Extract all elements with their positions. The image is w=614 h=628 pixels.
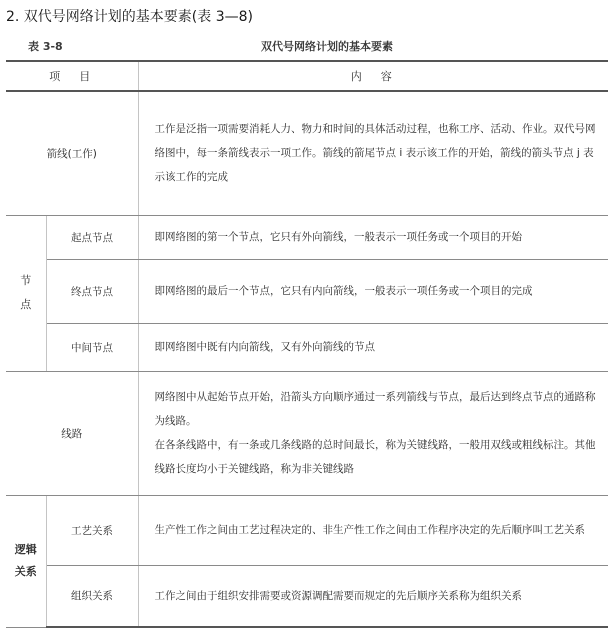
table-header-row [6, 61, 608, 91]
content-path-paragraph-2: 在各条线路中，有一条或几条线路的总时间最长，称为关键线路，一般用双线或粗线标注。其他线路长度均小于关键线路，称为非关键线路 [154, 439, 596, 475]
table-row-start-node [6, 215, 608, 259]
column-header-item: 项 目 [6, 61, 138, 91]
item-process-relation: 工艺关系 [46, 495, 138, 565]
content-middle-node: 即网络图中既有内向箭线，又有外向箭线的节点 [138, 323, 608, 371]
group-logic-line2: 关系 [14, 565, 37, 578]
table-row-arrow [6, 91, 608, 215]
table-number: 表 3-8 [28, 40, 63, 53]
item-organization-relation: 组织关系 [46, 565, 138, 627]
content-organization-relation: 工作之间由于组织安排需要或资源调配需要而规定的先后顺序关系称为组织关系 [138, 565, 608, 627]
basic-elements-table [6, 60, 608, 628]
table-row-middle-node [6, 323, 608, 371]
content-start-node: 即网络图的第一个节点，它只有外向箭线，一般表示一项任务或一个项目的开始 [138, 215, 608, 259]
item-end-node: 终点节点 [46, 259, 138, 323]
group-node [6, 215, 46, 371]
item-arrow: 箭线(工作) [6, 91, 138, 215]
table-title: 双代号网络计划的基本要素 [261, 40, 393, 53]
group-logic [6, 495, 46, 627]
item-middle-node: 中间节点 [46, 323, 138, 371]
table-caption [6, 38, 608, 56]
content-end-node: 即网络图的最后一个节点，它只有内向箭线，一般表示一项任务或一个项目的完成 [138, 259, 608, 323]
item-path: 线路 [6, 371, 138, 495]
group-node-line1: 节 [20, 274, 32, 287]
table-row-organization-relation [6, 565, 608, 627]
section-heading: 2. 双代号网络计划的基本要素(表 3—8) [6, 9, 253, 25]
group-logic-line1: 逻辑 [14, 543, 37, 556]
column-header-content: 内 容 [138, 61, 608, 91]
group-node-line2: 点 [20, 298, 32, 311]
table-row-path [6, 371, 608, 495]
content-process-relation: 生产性工作之间由工艺过程决定的、非生产性工作之间由工作程序决定的先后顺序叫工艺关系 [138, 495, 608, 565]
item-start-node: 起点节点 [46, 215, 138, 259]
table-row-end-node [6, 259, 608, 323]
table-row-process-relation [6, 495, 608, 565]
content-path [138, 371, 608, 495]
content-path-paragraph-1: 网络图中从起始节点开始，沿箭头方向顺序通过一系列箭线与节点，最后达到终点节点的通路称为线路。 [154, 391, 596, 427]
content-arrow: 工作是泛指一项需要消耗人力、物力和时间的具体活动过程，也称工序、活动、作业。双代号网络图中，每一条箭线表示一项工作。箭线的箭尾节点 i 表示该工作的开始，箭线的箭头节点 j 表示该工作的完成 [138, 91, 608, 215]
